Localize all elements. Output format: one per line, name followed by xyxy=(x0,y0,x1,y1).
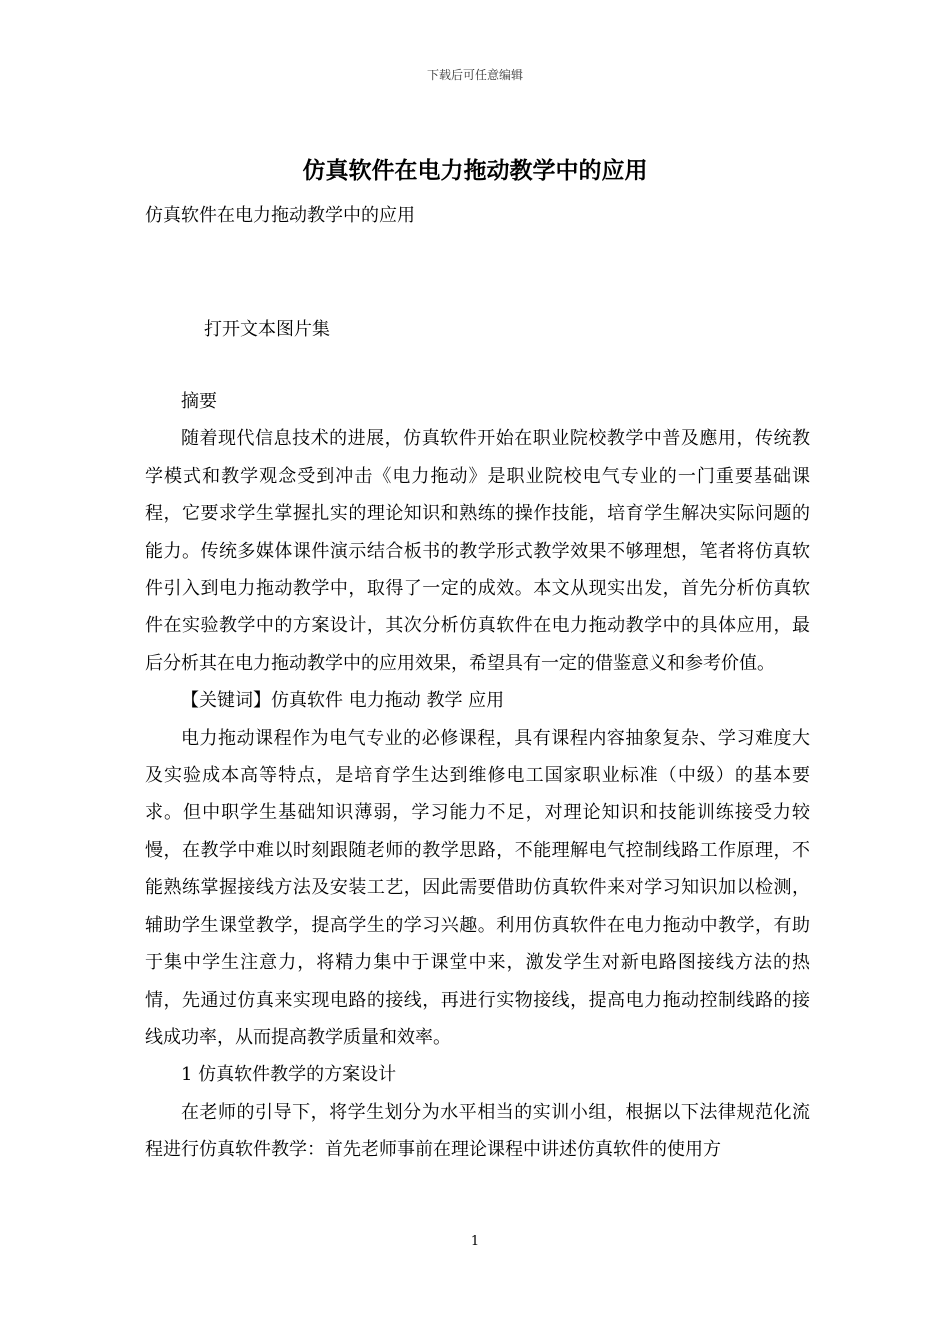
document-title: 仿真软件在电力拖动教学中的应用 xyxy=(302,157,648,184)
keywords-line: 【关键词】仿真软件 电力拖动 教学 应用 xyxy=(181,690,505,712)
header-note: 下载后可任意编辑 xyxy=(426,68,523,82)
abstract-heading: 摘要 xyxy=(181,391,217,412)
intro-paragraph: 电力拖动课程作为电气专业的必修课程，具有课程内容抽象复杂、学习难度大及实验成本高等特点，是培育学生达到维修电工国家职业标准（中级）的基本要求。但中职学生基础知识薄弱，学习能力不足，对理论知识和技能训练接受力较慢，在教学中难以时刻跟随老师的教学思路，不能理解电气控制线路工作原理，不能熟练掌握接线方法及安装工艺，因此需要借助仿真软件来对学习知识加以检测，辅助学生课堂教学，提高学生的学习兴趣。利用仿真软件在电力拖动中教学，有助于集中学生注意力，将精力集中于课堂中来，激发学生对新电路图接线方法的热情，先通过仿真来实现电路的接线，再进行实物接线，提高电力拖动控制线路的接线成功率，从而提高教学质量和效率。 xyxy=(145,727,810,1048)
section-paragraph: 在老师的引导下，将学生划分为水平相当的实训小组，根据以下法律规范化流程进行仿真软件教学：首先老师事前在理论课程中讲述仿真软件的使用方 xyxy=(145,1101,810,1161)
abstract-paragraph: 随着现代信息技术的进展，仿真软件开始在职业院校教学中普及應用，传统教学模式和教学观念受到冲击《电力拖动》是职业院校电气专业的一门重要基础课程，它要求学生掌握扎实的理论知识和熟练的操作技能，培育学生解决实际问题的能力。传统多媒体课件演示结合板书的教学形式教学效果不够理想，笔者将仿真软件引入到电力拖动教学中，取得了一定的成效。本文从现实出发，首先分析仿真软件在实验教学中的方案设计，其次分析仿真软件在电力拖动教学中的具体应用，最后分析其在电力拖动教学中的应用效果，希望具有一定的借鉴意义和参考价值。 xyxy=(145,428,810,674)
document-subtitle: 仿真软件在电力拖动教学中的应用 xyxy=(145,205,415,226)
page-number: 1 xyxy=(470,1234,480,1249)
document-body xyxy=(145,383,810,1169)
open-image-set-link[interactable]: 打开文本图片集 xyxy=(204,319,330,340)
section-heading: 1 仿真软件教学的方案设计 xyxy=(181,1064,397,1086)
